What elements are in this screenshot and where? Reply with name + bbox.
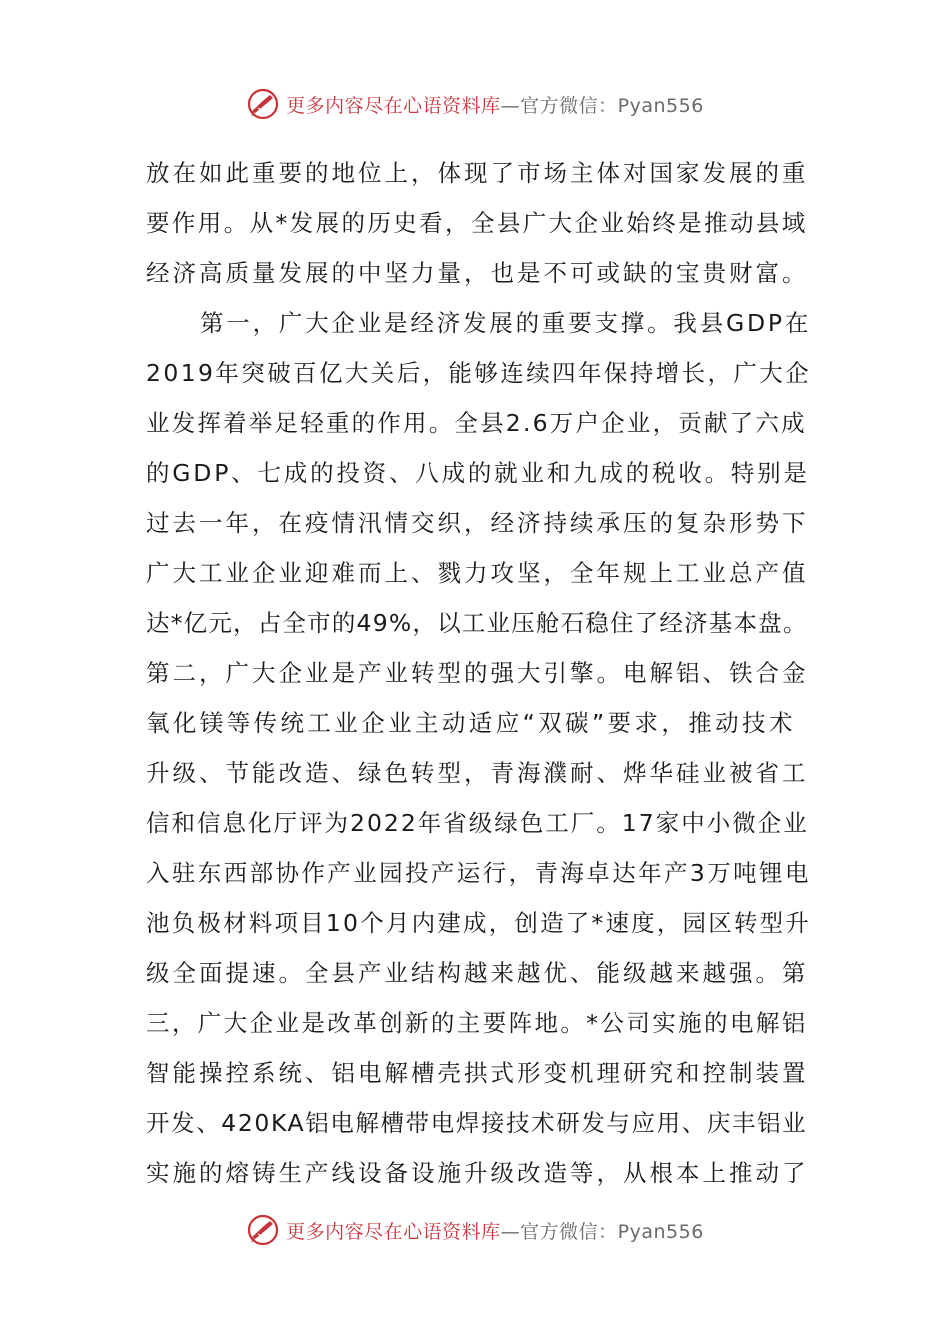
text-line: 2019年突破百亿大关后，能够连续四年保持增长，广大企: [146, 359, 812, 387]
header-banner: [0, 84, 950, 124]
pen-logo-icon: [246, 1212, 282, 1248]
document-body: [146, 148, 811, 1198]
text-line: 要作用。从*发展的历史看，全县广大企业始终是推动县域: [146, 209, 808, 237]
pen-logo-icon: [246, 86, 282, 122]
text-line: 第二，广大企业是产业转型的强大引擎。电解铝、铁合金: [146, 659, 809, 687]
footer-banner: [0, 1210, 950, 1250]
text-line: 经济高质量发展的中坚力量，也是不可或缺的宝贵财富。: [146, 259, 809, 287]
text-line: 实施的熔铸生产线设备设施升级改造等，从根本上推动了: [146, 1159, 809, 1187]
text-line: 达*亿元，占全市的49%，以工业压舱石稳住了经济基本盘。: [146, 609, 808, 637]
text-line: 升级、节能改造、绿色转型，青海濮耐、烨华硅业被省工: [146, 759, 809, 787]
text-line: 氧化镁等传统工业企业主动适应“双碳”要求，推动技术: [146, 709, 796, 737]
text-line: 业发挥着举足轻重的作用。全县2.6万户企业，贡献了六成: [146, 409, 807, 437]
text-line: 信和信息化厅评为2022年省级绿色工厂。17家中小微企业: [146, 809, 809, 837]
text-line: 开发、420KA铝电解槽带电焊接技术研发与应用、庆丰铝业: [146, 1109, 808, 1137]
text-line: 级全面提速。全县产业结构越来越优、能级越来越强。第: [146, 959, 809, 987]
text-line: 入驻东西部协作产业园投产运行，青海卓达年产3万吨锂电: [146, 859, 811, 887]
text-line: 三，广大企业是改革创新的主要阵地。*公司实施的电解铝: [146, 1009, 808, 1037]
text-line: 第一，广大企业是经济发展的重要支撑。我县GDP在: [200, 309, 812, 337]
text-line: 智能操控系统、铝电解槽壳拱式形变机理研究和控制装置: [146, 1059, 809, 1087]
text-line: 广大工业企业迎难而上、戮力攻坚，全年规上工业总产值: [146, 559, 809, 587]
footer-banner-text: 更多内容尽在心语资料库—官方微信：Pyan556: [286, 1220, 704, 1243]
text-line: 池负极材料项目10个月内建成，创造了*速度，园区转型升: [146, 909, 812, 937]
text-line: 的GDP、七成的投资、八成的就业和九成的税收。特别是: [146, 459, 810, 487]
header-banner-text: 更多内容尽在心语资料库—官方微信：Pyan556: [286, 94, 704, 117]
text-line: 放在如此重要的地位上，体现了市场主体对国家发展的重: [146, 159, 809, 187]
text-line: 过去一年，在疫情汛情交织，经济持续承压的复杂形势下: [146, 509, 809, 537]
